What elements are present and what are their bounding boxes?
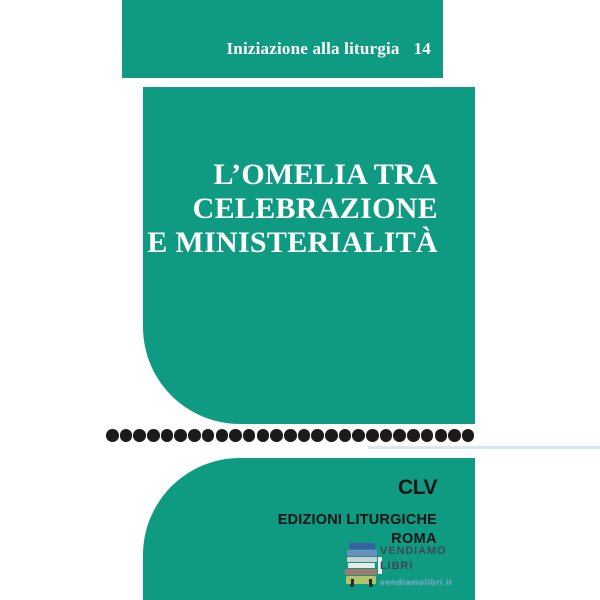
divider-dot: [216, 429, 229, 442]
cart-wheel-right: [369, 584, 373, 588]
divider-dot: [311, 429, 324, 442]
divider-dot: [270, 429, 283, 442]
divider-dot: [407, 429, 420, 442]
watermark-line-1: VENDIAMO: [380, 545, 447, 557]
divider-dot: [435, 429, 448, 442]
divider-dot: [229, 429, 242, 442]
divider-dot: [106, 429, 119, 442]
series-number: 14: [413, 39, 431, 58]
divider-dot: [298, 429, 311, 442]
watermark-url: vendiamolibri.it: [380, 576, 453, 587]
book-title: [147, 158, 438, 260]
publisher-city: ROMA: [391, 531, 437, 547]
book-bar-gray: [347, 557, 377, 562]
divider-dot: [448, 429, 461, 442]
book-title-line-1: L’OMELIA TRA: [213, 158, 438, 191]
divider-dot: [257, 429, 270, 442]
watermark-line-2: LIBRI: [380, 559, 414, 572]
divider-dot: [393, 429, 406, 442]
title-panel: [143, 87, 475, 424]
watermark-streak: [368, 446, 600, 449]
divider-dot: [161, 429, 174, 442]
divider-dot: [133, 429, 146, 442]
divider-dot: [188, 429, 201, 442]
publisher-name: EDIZIONI LITURGICHE: [277, 512, 437, 528]
book-bar-brown: [345, 569, 377, 575]
series-title: Iniziazione alla liturgia: [226, 39, 400, 58]
divider-dot: [339, 429, 352, 442]
divider-dot: [174, 429, 187, 442]
dotted-divider: [106, 429, 474, 442]
divider-dot: [352, 429, 365, 442]
watermark-text: [380, 544, 452, 587]
divider-dot: [462, 429, 475, 442]
book-bar-white: [348, 563, 375, 568]
divider-dot: [284, 429, 297, 442]
divider-dot: [243, 429, 256, 442]
vendor-watermark: [345, 543, 455, 589]
publisher-logo-text: CLV: [398, 476, 437, 499]
book-bar-blue: [347, 550, 377, 556]
book-bar-blue-dark: [349, 543, 375, 549]
divider-dot: [366, 429, 379, 442]
divider-dot: [147, 429, 160, 442]
cart-wheel-left: [350, 584, 354, 588]
divider-dot: [202, 429, 215, 442]
divider-dot: [325, 429, 338, 442]
book-title-line-2: CELEBRAZIONE: [192, 192, 438, 225]
book-title-line-3: E MINISTERIALITÀ: [147, 226, 438, 259]
divider-dot: [120, 429, 133, 442]
series-band: [122, 0, 443, 78]
divider-dot: [380, 429, 393, 442]
divider-dot: [421, 429, 434, 442]
book-cart-icon: [345, 543, 378, 587]
